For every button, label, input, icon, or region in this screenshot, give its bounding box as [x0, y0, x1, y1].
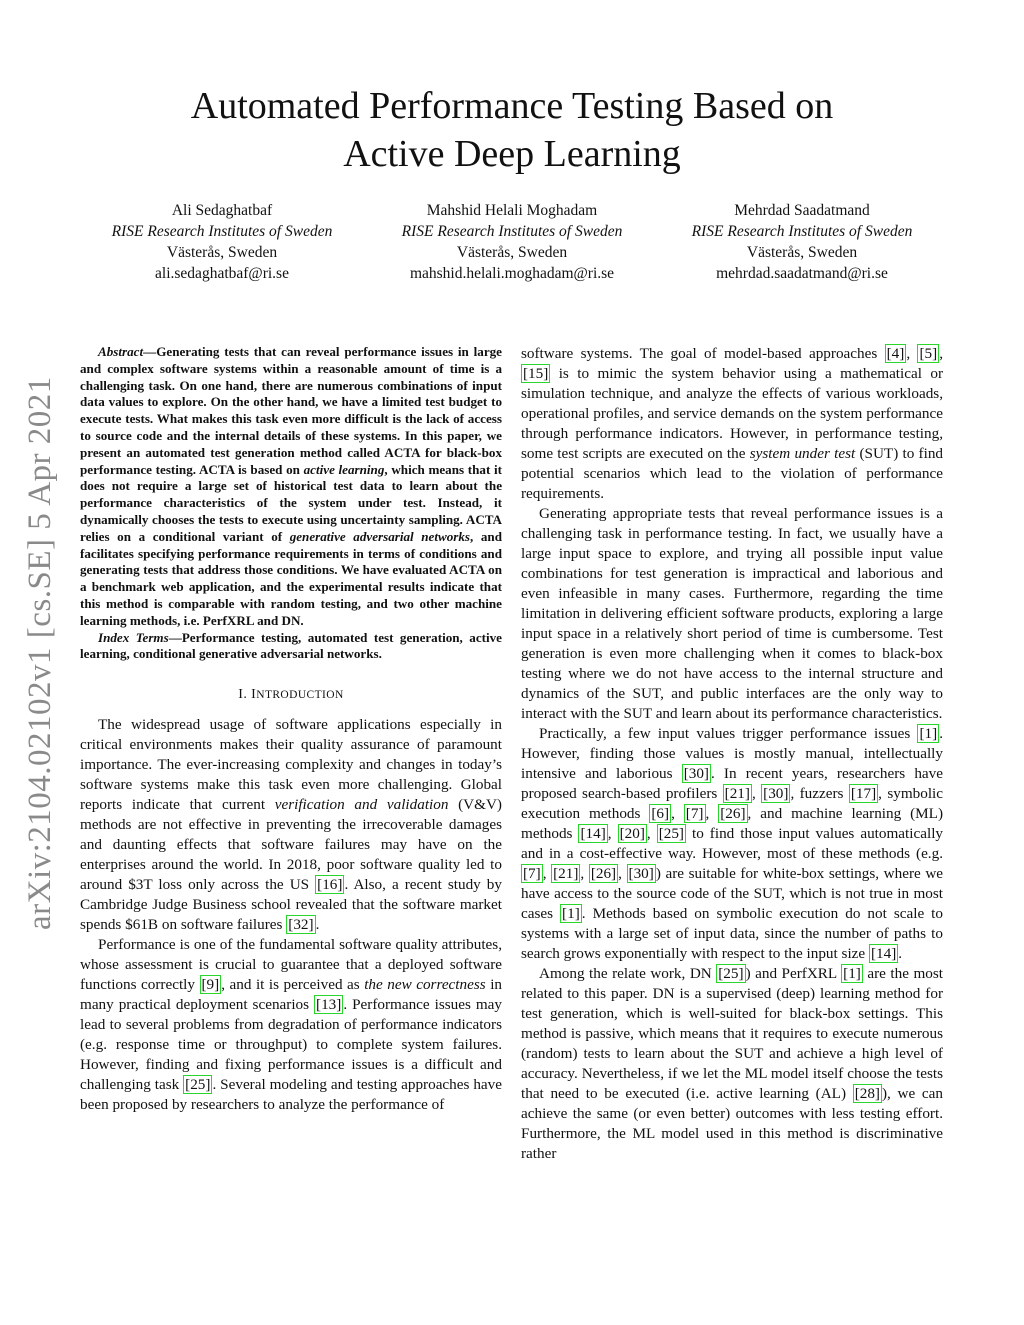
right-column — [521, 344, 943, 1164]
citation-link[interactable]: [1] — [843, 965, 861, 982]
author-city: Västerås, Sweden — [456, 244, 568, 261]
author-city: Västerås, Sweden — [746, 244, 858, 261]
author-email[interactable]: mahshid.helali.moghadam@ri.se — [409, 265, 615, 282]
citation-link[interactable]: [1] — [562, 905, 580, 922]
citation-link[interactable]: [25] — [658, 825, 684, 842]
abstract-label: Abstract — [98, 344, 144, 359]
citation-link[interactable]: [16] — [317, 876, 343, 894]
citation-link[interactable]: [26] — [720, 805, 746, 822]
author-email[interactable]: ali.sedaghatbaf@ri.se — [155, 265, 289, 282]
title-line-2: Active Deep Learning — [343, 133, 681, 175]
citation-link[interactable]: [7] — [685, 805, 704, 822]
citation-link[interactable]: [13] — [316, 996, 342, 1014]
citation-link[interactable]: [32] — [288, 916, 314, 934]
author-name: Mahshid Helali Moghadam — [426, 202, 598, 219]
intro-paragraph-1: The widespread usage of software applications especially in critical environments makes their quality assurance of paramount importance. The ever-increasing complexity and changes in today’s software systems make this task even more challenging. Global reports indicate that current verification and validation (V&V) methods are not effective in preventing the irrecoverable damages and daunting effects that software failures may have on the enterprises around the world. In 2018, poor software quality led to around $3T loss only across the US [16] . Also, a recent study by Cambridge Judge Business school revealed that the software market spends $61B on software failures [32] . — [80, 716, 502, 934]
section-heading-introduction: I. INTRODUCTION — [238, 687, 344, 703]
intro-paragraph-3: software systems. The goal of model-based approaches [4] , [5] , [15] is to mimic the system behavior using a mathematical or simulation technique, and analyze the effects of various workloads, operational profiles, and service demands on the system performance through performance indicators. However, in performance testing, some test scripts are executed on the system under test (SUT) to find potential scenarios which lead to the violation of performance requirements. — [521, 345, 944, 502]
citation-link[interactable]: [6] — [651, 805, 670, 822]
author-2 — [372, 200, 652, 284]
arxiv-identifier-stamp[interactable]: arXiv:2104.02102v1 [cs.SE] 5 Apr 2021 — [22, 376, 58, 930]
intro-paragraph-6: Among the relate work, DN [25] ) and PerfXRL [1] are the most related to this paper. DN is a supervised (deep) learning method for test generation, which is well-suited for black-box settings. This method is passive, which means that it requires to execute numerous (random) tests to learn about the SUT and achieve a high level of accuracy. Nevertheless, if we let the ML model itself choose the tests that need to be executed (i.e. active learning (AL) [28] ), we can achieve the same (or even better) outcomes with less testing effort. Furthermore, the ML model used in this method is discriminative rather — [521, 965, 944, 1162]
citation-link[interactable]: [5] — [919, 345, 938, 362]
citation-link[interactable]: [17] — [850, 785, 877, 802]
author-1 — [82, 200, 362, 284]
author-block — [82, 200, 942, 284]
abstract: Abstract—Generating tests that can reveal performance issues in large and complex software systems within a reasonable amount of time is a challenging task. On one hand, there are numerous combinations of input data values to explore. On the other hand, we have a limited test budget to execute tests. What makes this task even more difficult is the lack of access to source code and the internal details of these systems. In this paper, we present an automated test generation method called ACTA for black-box performance testing. ACTA is based on active learning, which means that it does not require a large set of historical test data to learn about the performance characteristics of the system under test. Instead, it dynamically chooses the tests to execute using uncertainty sampling. ACTA relies on a conditional variant of generative adversarial networks, and facilitates specifying performance requirements in terms of conditions and generating tests that address those conditions. We have evaluated ACTA on a benchmark web application, and the experimental results indicate that this method is comparable with random testing, and two other machine learning methods, i.e. PerfXRL and DN. — [80, 344, 502, 628]
citation-link[interactable]: [30] — [628, 865, 654, 882]
index-terms-label: Index Terms — [98, 629, 169, 645]
intro-paragraph-4: Generating appropriate tests that reveal performance issues is a challenging task in performance testing. In fact, we usually have a large input space to explore, and trying all possible input value combinations for test generation is impractical and laborious and even infeasible in many cases. Furthermore, regarding the time limitation in delivering efficient software products, exploring a large input space in a relatively short period of time is cumbersome. Test generation is even more challenging when it comes to black-box testing where we do not have access to the internal structure and dynamics of the SUT, and public interfaces are the only way to interact with the SUT and learn about its performance characteristics. — [521, 505, 943, 722]
paper-title — [82, 82, 942, 178]
author-name: Mehrdad Saadatmand — [734, 202, 870, 219]
author-affiliation: RISE Research Institutes of Sweden — [691, 223, 913, 240]
author-3 — [662, 200, 942, 284]
citation-link[interactable]: [30] — [763, 785, 789, 802]
citation-link[interactable]: [21] — [724, 785, 750, 802]
author-affiliation: RISE Research Institutes of Sweden — [111, 223, 333, 240]
citation-link[interactable]: [14] — [870, 945, 897, 962]
citation-link[interactable]: [25] — [718, 965, 744, 982]
intro-paragraph-2: Performance is one of the fundamental software quality attributes, whose assessment is crucial to guarantee that a deployed software functions correctly [9] , and it is perceived as the new correctness in many practical deployment scenarios [13] . Performance issues may lead to several problems from degradation of performance indicators (e.g. response time or throughput) to complete system failures. However, finding and fixing performance issues is a difficult and challenging task [25] . Several modeling and testing approaches have been proposed by researchers to analyze the performance of — [80, 936, 503, 1114]
citation-link[interactable]: [4] — [886, 345, 905, 362]
citation-link[interactable]: [14] — [580, 825, 606, 842]
citation-link[interactable]: [26] — [590, 865, 617, 882]
author-email[interactable]: mehrdad.saadatmand@ri.se — [716, 265, 888, 282]
index-terms: Index Terms—Performance testing, automated test generation, active learning, conditional generative adversarial networks. — [80, 629, 502, 662]
title-line-1: Automated Performance Testing Based on — [190, 85, 834, 127]
citation-link[interactable]: [9] — [201, 976, 220, 994]
citation-link[interactable]: [21] — [553, 865, 579, 882]
intro-paragraph-5: Practically, a few input values trigger performance issues [1] . However, finding those values is mostly manual, intellectually intensive and laborious [30] . In recent years, researchers have proposed search-based profilers [21] , [30] , fuzzers [17] , symbolic execution methods [6] , [7] , [26] , and machine learning (ML) methods [14] , [20] , [25] to find those input values automatically and in a cost-effective way. However, most of these methods (e.g. [7] , [21] , [26] , [30] ) are suitable for white-box settings, where we have access to the source code of the SUT, which is not true in most cases [1] . Methods based on symbolic execution do not scale to systems with a large set of input data, since the number of paths to search grows exponentially with respect to the input size [14] . — [521, 725, 944, 962]
citation-link[interactable]: [7] — [523, 865, 541, 882]
citation-link[interactable]: [25] — [185, 1076, 211, 1094]
citation-link[interactable]: [1] — [919, 725, 938, 742]
citation-link[interactable]: [28] — [854, 1085, 880, 1102]
author-city: Västerås, Sweden — [166, 244, 278, 261]
author-name: Ali Sedaghatbaf — [171, 202, 273, 219]
citation-link[interactable]: [30] — [683, 765, 709, 782]
author-affiliation: RISE Research Institutes of Sweden — [401, 223, 623, 240]
citation-link[interactable]: [15] — [523, 365, 549, 382]
citation-link[interactable]: [20] — [619, 825, 645, 842]
left-column — [80, 344, 502, 1115]
